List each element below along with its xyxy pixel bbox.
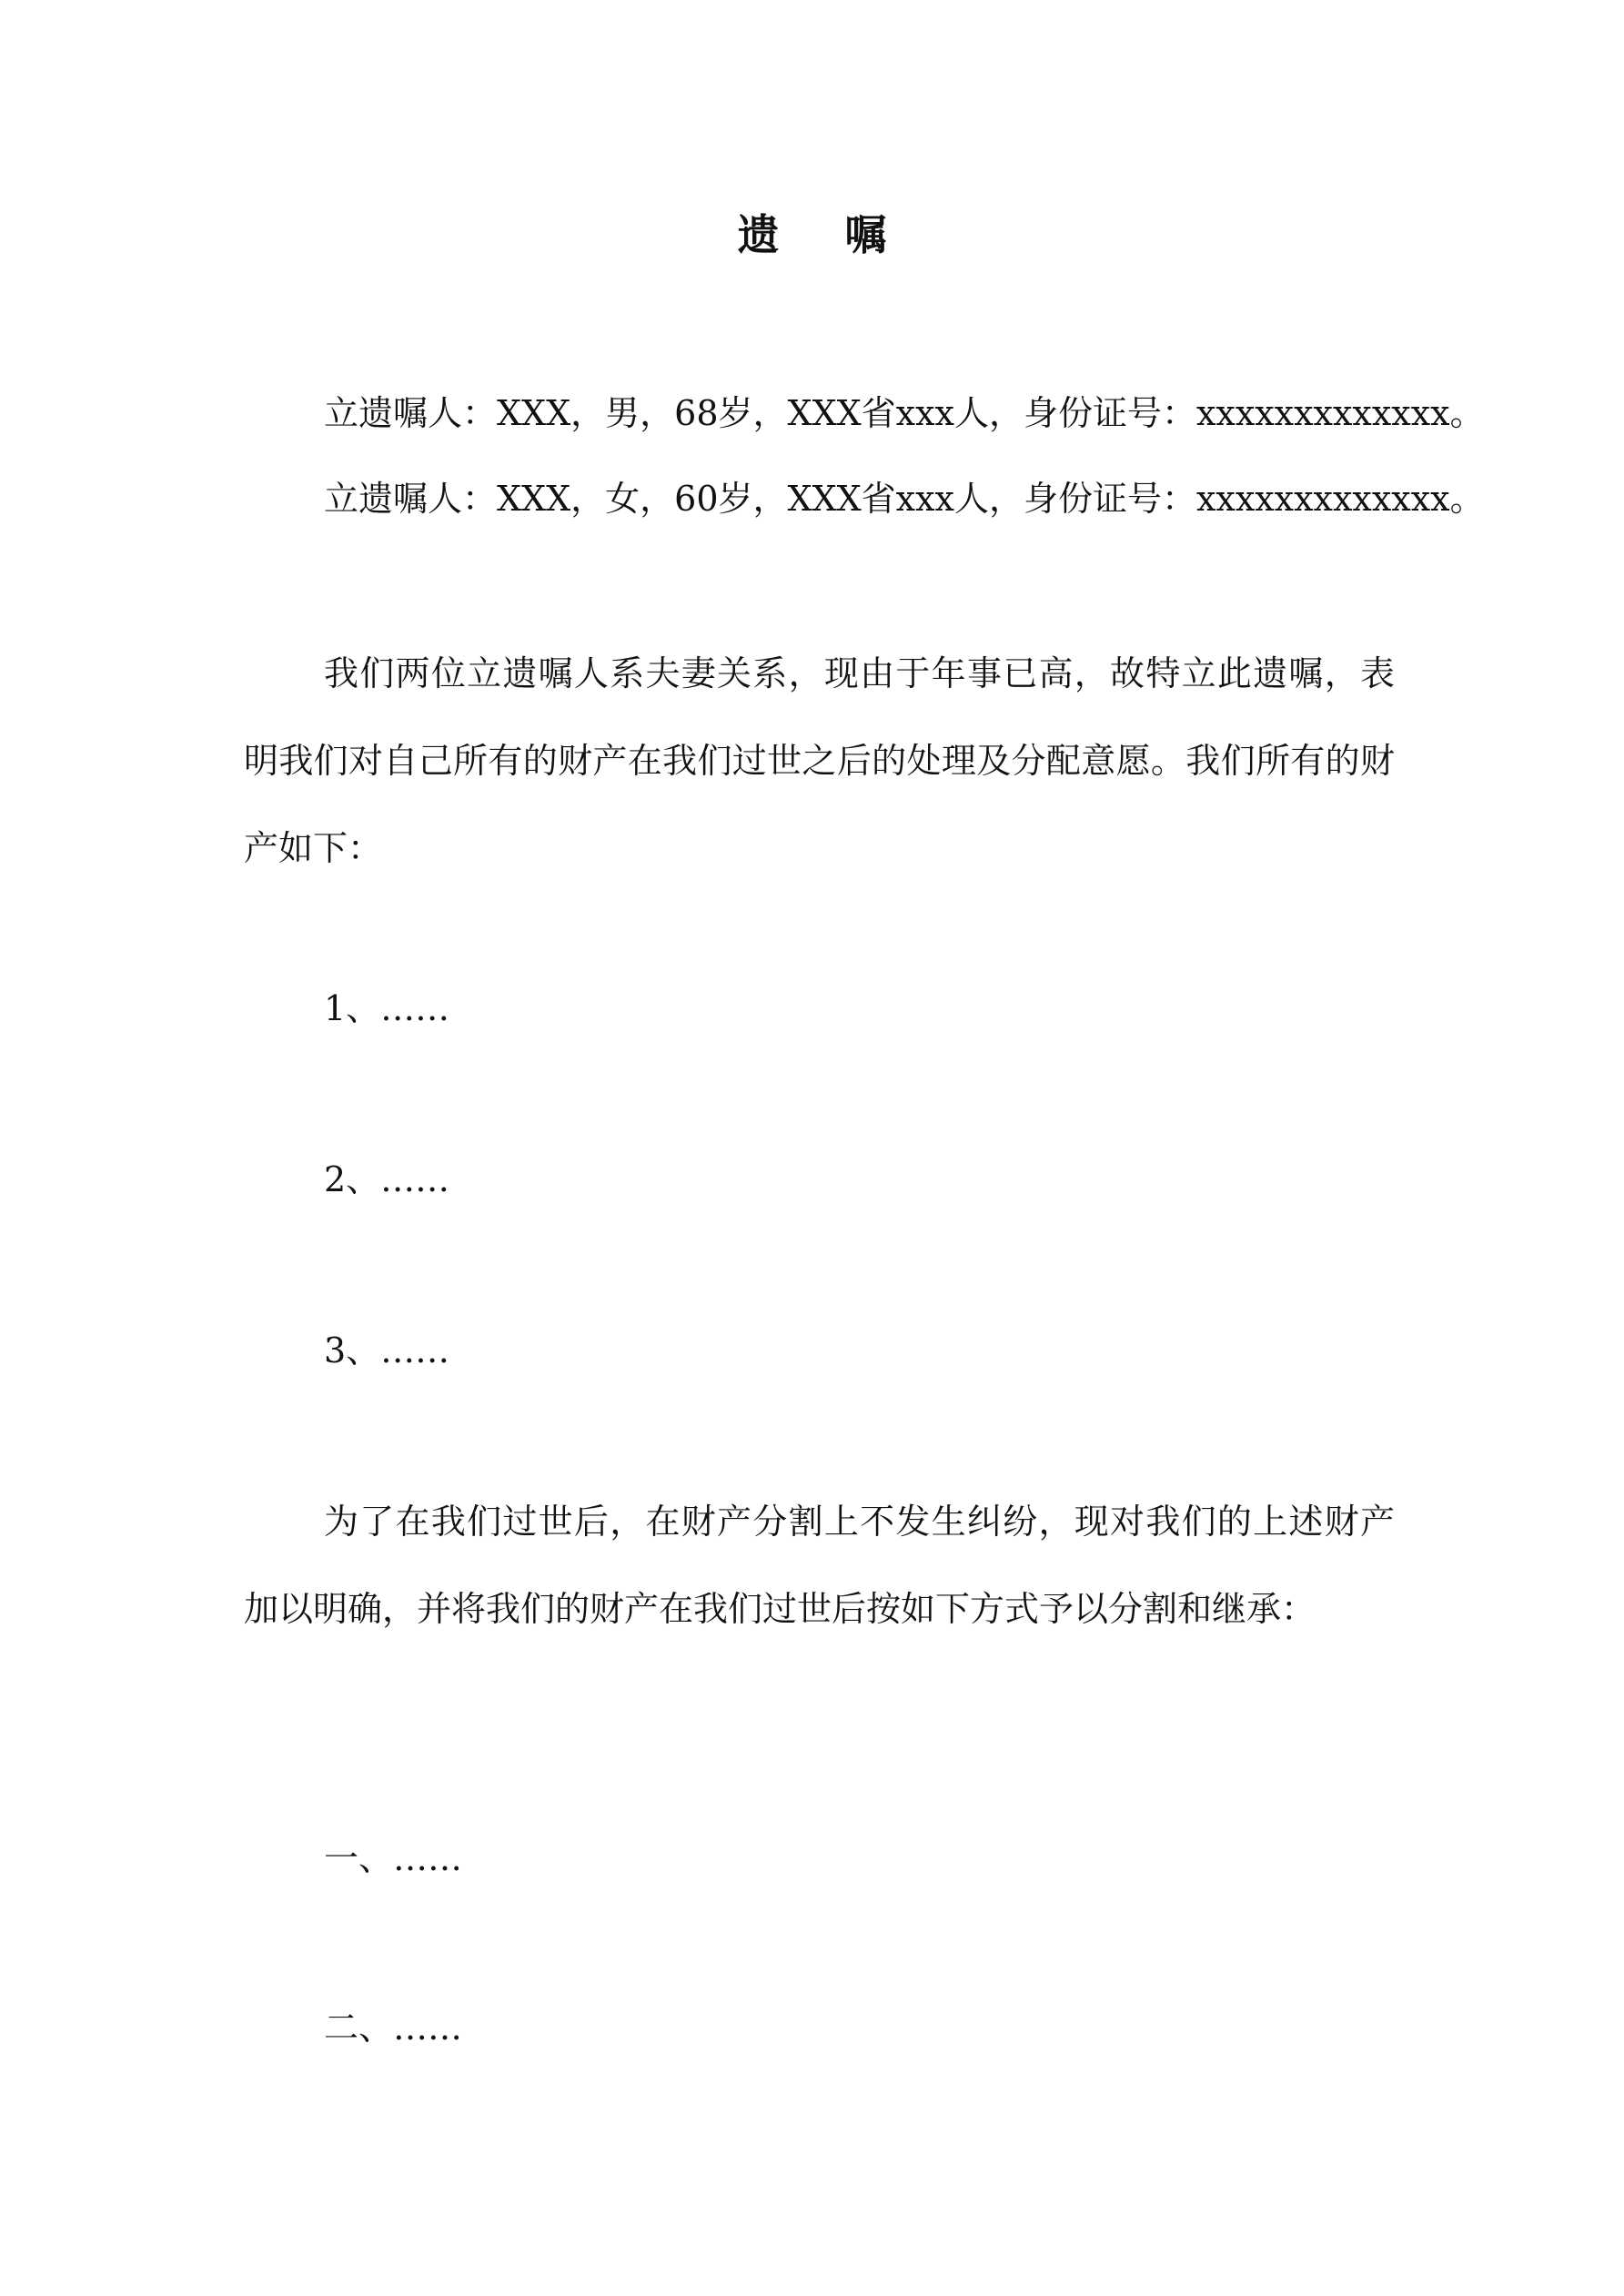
testator-line-1: 立遗嘱人：XXX，男，68岁，XXX省xxx人，身份证号：xxxxxxxxxxxxx。 <box>324 393 1485 433</box>
division-paragraph: 为了在我们过世后，在财产分割上不发生纠纷，现对我们的上述财产加以明确，并将我们的财产在我们过世后按如下方式予以分割和继承： <box>244 1502 1395 1629</box>
division-item-1: 一、…… <box>324 1838 463 1878</box>
document-title: 遗 嘱 <box>737 210 913 259</box>
division-item-2: 二、…… <box>324 2008 463 2048</box>
intro-paragraph: 我们两位立遗嘱人系夫妻关系，现由于年事已高，故特立此遗嘱，表明我们对自己所有的财产在我们过世之后的处理及分配意愿。我们所有的财产如下： <box>244 653 1395 868</box>
property-item-2: 2、…… <box>324 1159 450 1199</box>
property-item-3: 3、…… <box>324 1330 450 1371</box>
property-item-1: 1、…… <box>324 988 450 1028</box>
testator-line-2: 立遗嘱人：XXX，女，60岁，XXX省xxx人，身份证号：xxxxxxxxxxxxx。 <box>324 479 1485 519</box>
